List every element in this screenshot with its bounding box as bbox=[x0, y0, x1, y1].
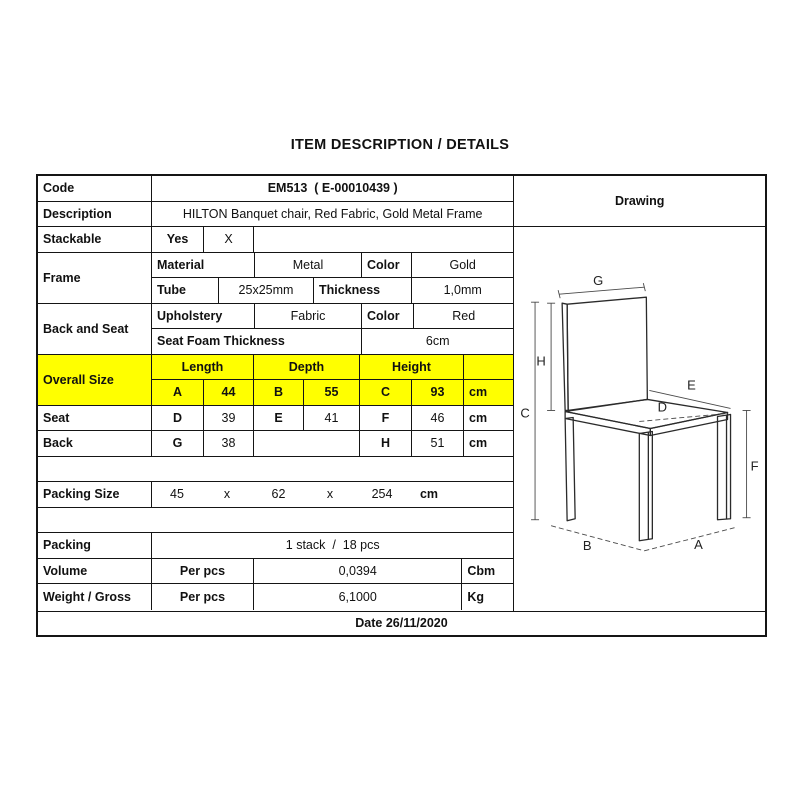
dim-h-value: 51 bbox=[412, 431, 464, 456]
back-label: Back bbox=[38, 431, 152, 456]
dim-e-value: 41 bbox=[304, 406, 360, 431]
frame-tube-label: Tube bbox=[152, 278, 219, 303]
group-back-and-seat bbox=[38, 304, 513, 355]
dim-a-label: A bbox=[152, 380, 204, 405]
dim-label-h: H bbox=[536, 353, 547, 369]
dim-line-b bbox=[551, 526, 644, 551]
row-weight bbox=[38, 584, 513, 610]
stackable-empty bbox=[254, 227, 513, 252]
volume-value: 0,0394 bbox=[254, 559, 462, 584]
stackable-label: Stackable bbox=[38, 227, 152, 252]
dim-d-label: D bbox=[152, 406, 204, 431]
dim-label-f: F bbox=[750, 458, 759, 474]
packing-size-x2: x bbox=[326, 487, 334, 502]
overall-size-label: Overall Size bbox=[38, 355, 152, 406]
table-main-area bbox=[38, 176, 765, 611]
upholstery-label: Upholstery bbox=[152, 304, 255, 329]
packing-size-v3: 254 bbox=[371, 487, 393, 502]
dim-label-d: D bbox=[658, 399, 668, 415]
dim-a-value: 44 bbox=[204, 380, 254, 405]
row-frame-tube bbox=[152, 278, 513, 304]
frame-material-label: Material bbox=[152, 253, 255, 278]
size-header-empty bbox=[464, 355, 513, 380]
row-spacer-2 bbox=[38, 508, 513, 534]
weight-value: 6,1000 bbox=[254, 584, 462, 610]
seat-unit: cm bbox=[469, 410, 488, 425]
dim-f-label: F bbox=[360, 406, 412, 431]
frame-label: Frame bbox=[38, 253, 152, 304]
chair-leg-right bbox=[718, 414, 731, 519]
row-upholstery bbox=[152, 304, 513, 330]
group-overall-size bbox=[38, 355, 513, 406]
dim-c-label: C bbox=[360, 380, 412, 405]
row-spacer-1 bbox=[38, 457, 513, 483]
group-frame bbox=[38, 253, 513, 304]
drawing-header: Drawing bbox=[514, 176, 765, 227]
frame-thickness-label: Thickness bbox=[314, 278, 412, 303]
volume-per: Per pcs bbox=[152, 559, 254, 584]
packing-size-v2: 62 bbox=[271, 487, 286, 502]
dim-g-label: G bbox=[152, 431, 204, 456]
packing-label: Packing bbox=[38, 533, 152, 558]
dim-label-a: A bbox=[694, 536, 704, 552]
packing-size-x1: x bbox=[223, 487, 231, 502]
drawing-column bbox=[513, 176, 765, 611]
frame-material-value: Metal bbox=[255, 253, 362, 278]
dim-b-value: 55 bbox=[304, 380, 360, 405]
row-foam bbox=[152, 329, 513, 355]
spacer-cell bbox=[38, 457, 513, 482]
row-frame-material bbox=[152, 253, 513, 279]
foam-value: 6cm bbox=[425, 334, 450, 349]
dim-c-value: 93 bbox=[412, 380, 464, 405]
packing-size-unit: cm bbox=[419, 487, 439, 502]
frame-color-label: Color bbox=[362, 253, 412, 278]
weight-per: Per pcs bbox=[152, 584, 254, 610]
dim-e-label: E bbox=[254, 406, 304, 431]
height-header: Height bbox=[360, 355, 464, 380]
length-header: Length bbox=[152, 355, 254, 380]
row-description bbox=[38, 202, 513, 228]
code-label: Code bbox=[38, 176, 152, 201]
row-code bbox=[38, 176, 513, 202]
spec-columns bbox=[38, 176, 513, 611]
page-title: ITEM DESCRIPTION / DETAILS bbox=[290, 137, 510, 153]
packing-value: 1 stack / 18 pcs bbox=[285, 538, 380, 553]
dim-label-b: B bbox=[583, 537, 592, 553]
row-back bbox=[38, 431, 513, 457]
foam-label: Seat Foam Thickness bbox=[152, 329, 362, 354]
stackable-mark: X bbox=[204, 227, 254, 252]
dim-label-e: E bbox=[687, 377, 697, 393]
dim-f-value: 46 bbox=[412, 406, 464, 431]
description-value: HILTON Banquet chair, Red Fabric, Gold Metal Frame bbox=[182, 206, 483, 221]
chair-leg-front bbox=[640, 432, 653, 541]
frame-thickness-value: 1,0mm bbox=[443, 283, 482, 298]
back-empty bbox=[254, 431, 360, 456]
chair-leg-left bbox=[566, 417, 576, 520]
packing-size-label: Packing Size bbox=[38, 482, 152, 507]
row-packing bbox=[38, 533, 513, 559]
chair-outline bbox=[562, 297, 730, 541]
drawing-area bbox=[514, 227, 765, 611]
seat-color-label: Color bbox=[362, 304, 414, 329]
row-packing-size bbox=[38, 482, 513, 508]
description-label: Description bbox=[38, 202, 152, 227]
chair-backrest-edge bbox=[562, 303, 568, 410]
upholstery-value: Fabric bbox=[255, 304, 362, 329]
code-value: EM513 ( E-00010439 ) bbox=[267, 181, 398, 196]
overall-size-rows bbox=[152, 355, 513, 406]
dim-d-value: 39 bbox=[204, 406, 254, 431]
weight-unit: Kg bbox=[467, 589, 485, 604]
item-details-table bbox=[36, 174, 767, 637]
row-volume bbox=[38, 559, 513, 585]
dim-line-g bbox=[559, 287, 644, 294]
stackable-yes: Yes bbox=[152, 227, 204, 252]
weight-label: Weight / Gross bbox=[38, 584, 152, 610]
dim-h-label: H bbox=[360, 431, 412, 456]
seat-color-value: Red bbox=[452, 308, 476, 323]
dim-label-c: C bbox=[520, 405, 531, 421]
row-stackable bbox=[38, 227, 513, 253]
dim-line-a bbox=[645, 528, 735, 551]
chair-drawing bbox=[514, 227, 765, 611]
row-size-headers bbox=[152, 355, 513, 381]
date-row: Date 26/11/2020 bbox=[38, 611, 765, 635]
chair-seat-front-left bbox=[566, 411, 651, 435]
frame-color-value: Gold bbox=[449, 257, 476, 272]
frame-rows bbox=[152, 253, 513, 304]
dim-line-d bbox=[640, 413, 728, 421]
dim-label-g: G bbox=[593, 273, 604, 289]
chair-backrest bbox=[568, 297, 648, 410]
packing-size-value bbox=[152, 482, 513, 507]
frame-tube-value: 25x25mm bbox=[219, 278, 314, 303]
dim-b-label: B bbox=[254, 380, 304, 405]
depth-header: Depth bbox=[254, 355, 360, 380]
packing-size-v1: 45 bbox=[170, 487, 184, 502]
spacer-cell bbox=[38, 508, 513, 533]
row-size-values bbox=[152, 380, 513, 406]
dim-g-value: 38 bbox=[204, 431, 254, 456]
back-and-seat-rows bbox=[152, 304, 513, 355]
volume-label: Volume bbox=[38, 559, 152, 584]
overall-unit: cm bbox=[469, 385, 488, 400]
chair-seat-front-right bbox=[651, 412, 728, 435]
back-and-seat-label: Back and Seat bbox=[38, 304, 152, 355]
back-unit: cm bbox=[469, 436, 488, 451]
volume-unit: Cbm bbox=[467, 563, 496, 578]
seat-label: Seat bbox=[38, 406, 152, 431]
row-seat bbox=[38, 406, 513, 432]
